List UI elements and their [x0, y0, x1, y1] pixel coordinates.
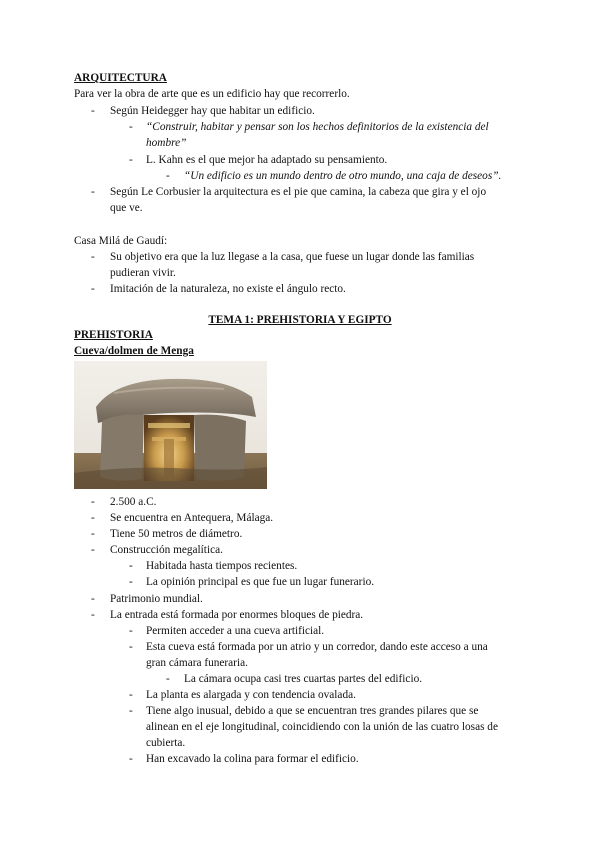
- list-item: Su objetivo era que la luz llegase a la casa, que fuese un lugar donde las familias: [110, 251, 475, 263]
- bullet-dash: -: [129, 753, 133, 765]
- list-item: Según Heidegger hay que habitar un edificio.: [110, 105, 315, 117]
- list-item: L. Kahn es el que mejor ha adaptado su pensamiento.: [146, 154, 388, 166]
- list-item: La opinión principal es que fue un lugar funerario.: [146, 576, 375, 588]
- list-item: 2.500 a.C.: [110, 496, 157, 508]
- bullet-dash: -: [166, 170, 170, 182]
- bullet-dash: -: [91, 512, 95, 524]
- list-item: Tiene 50 metros de diámetro.: [110, 528, 243, 540]
- dolmen-photo: [74, 361, 267, 489]
- bullet-dash: -: [129, 705, 133, 717]
- list-item: Esta cueva está formada por un atrio y un corredor, dando este acceso a una: [146, 641, 488, 653]
- bullet-dash: -: [91, 186, 95, 198]
- bullet-dash: -: [91, 593, 95, 605]
- bullet-dash: -: [129, 576, 133, 588]
- list-item: Tiene algo inusual, debido a que se encuentran tres grandes pilares que se: [146, 705, 479, 717]
- list-item: La entrada está formada por enormes bloques de piedra.: [110, 609, 364, 621]
- list-item-quote-cont: hombre”: [146, 137, 187, 149]
- list-item: Según Le Corbusier la arquitectura es el pie que camina, la cabeza que gira y el ojo: [110, 186, 487, 198]
- list-item: Han excavado la colina para formar el edificio.: [146, 753, 359, 765]
- list-item: Se encuentra en Antequera, Málaga.: [110, 512, 274, 524]
- bullet-dash: -: [129, 121, 133, 133]
- section-heading-prehistoria: PREHISTORIA: [74, 329, 153, 341]
- bullet-dash: -: [91, 105, 95, 117]
- tema-title: TEMA 1: PREHISTORIA Y EGIPTO: [208, 314, 392, 326]
- list-item: Habitada hasta tiempos recientes.: [146, 560, 298, 572]
- list-item-cont: que ve.: [110, 202, 143, 214]
- bullet-dash: -: [91, 283, 95, 295]
- bullet-dash: -: [91, 528, 95, 540]
- list-item-cont: alinean en el eje longitudinal, coincidiendo con la unión de las cuatro losas de: [146, 721, 498, 733]
- list-item: Construcción megalítica.: [110, 544, 223, 556]
- casa-mila-title: Casa Milá de Gaudí:: [74, 235, 168, 247]
- subsection-heading-menga: Cueva/dolmen de Menga: [74, 345, 194, 357]
- bullet-dash: -: [166, 673, 170, 685]
- bullet-dash: -: [129, 641, 133, 653]
- list-item-quote: “Construir, habitar y pensar son los hechos definitorios de la existencia del: [146, 121, 489, 133]
- intro-text: Para ver la obra de arte que es un edificio hay que recorrerlo.: [74, 88, 350, 100]
- section-heading-arquitectura: ARQUITECTURA: [74, 72, 167, 84]
- list-item-cont: cubierta.: [146, 737, 186, 749]
- dolmen-illustration: [74, 361, 267, 489]
- list-item-cont: gran cámara funeraria.: [146, 657, 248, 669]
- bullet-dash: -: [91, 609, 95, 621]
- list-item-cont: pudieran vivir.: [110, 267, 176, 279]
- list-item: La cámara ocupa casi tres cuartas partes del edificio.: [184, 673, 423, 685]
- bullet-dash: -: [91, 251, 95, 263]
- bullet-dash: -: [129, 625, 133, 637]
- list-item-quote: “Un edificio es un mundo dentro de otro mundo, una caja de deseos”.: [184, 170, 502, 182]
- bullet-dash: -: [129, 560, 133, 572]
- list-item: Permiten acceder a una cueva artificial.: [146, 625, 325, 637]
- list-item: Patrimonio mundial.: [110, 593, 203, 605]
- list-item: Imitación de la naturaleza, no existe el ángulo recto.: [110, 283, 346, 295]
- list-item: La planta es alargada y con tendencia ovalada.: [146, 689, 356, 701]
- bullet-dash: -: [91, 496, 95, 508]
- bullet-dash: -: [91, 544, 95, 556]
- bullet-dash: -: [129, 689, 133, 701]
- bullet-dash: -: [129, 154, 133, 166]
